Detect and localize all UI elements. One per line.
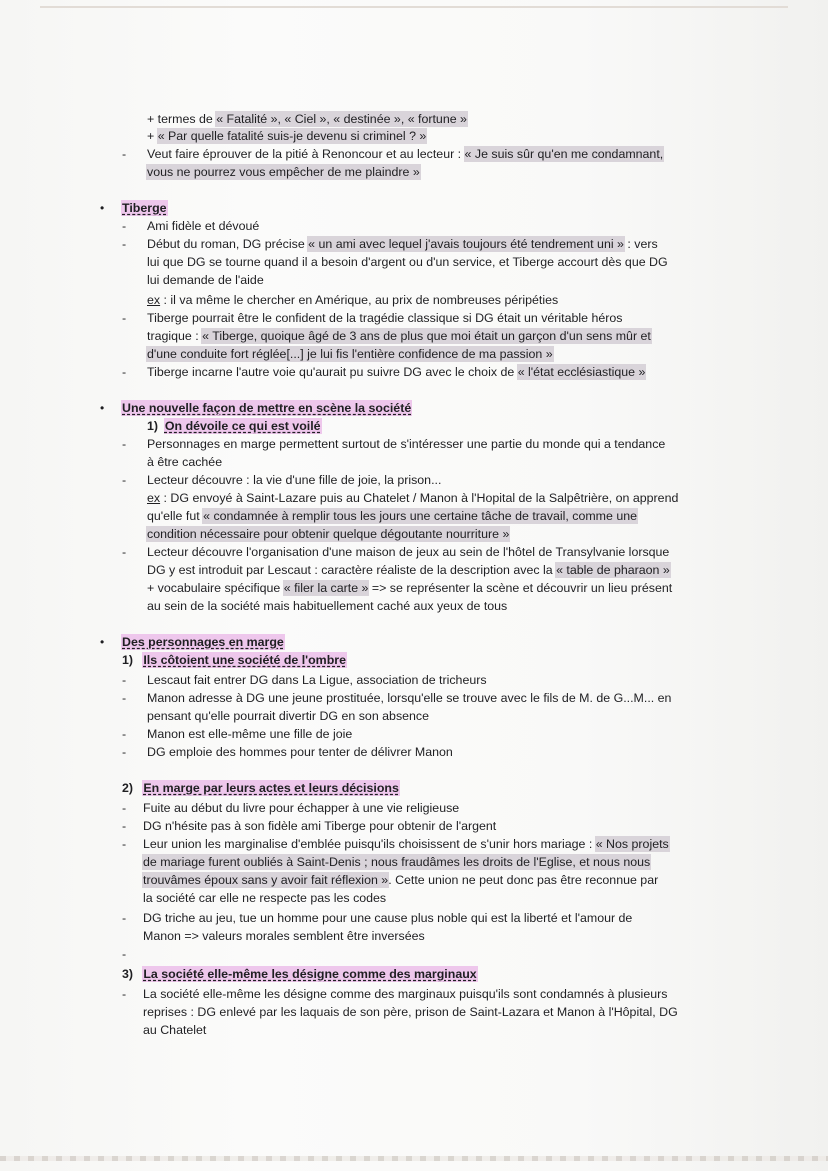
- quote-highlight: « Nos projets: [595, 837, 669, 851]
- text-line: [147, 508, 637, 525]
- quote-highlight: « Par quelle fatalité suis-je devenu si criminel ? »: [157, 129, 427, 143]
- text-line: Personnages en marge permettent surtout de s'intéresser une partie du monde qui a tendance: [147, 437, 666, 451]
- text-line: Lescaut fait entrer DG dans La Ligue, association de tricheurs: [147, 673, 487, 687]
- ex-label: ex: [147, 491, 161, 505]
- text-line: Manon est elle-même une fille de joie: [147, 727, 353, 741]
- text-line: [147, 580, 672, 597]
- quote-highlight: « Fatalité », « Ciel », « destinée », « fortune »: [216, 112, 467, 126]
- text: : il va même le chercher en Amérique, au prix de nombreuses péripéties: [160, 293, 559, 307]
- text-line: lui demande de l'aide: [147, 273, 264, 287]
- subheading: [122, 780, 399, 797]
- page-top-edge: [40, 6, 788, 8]
- ex-label: ex: [147, 293, 161, 307]
- quote-highlight: de mariage furent oubliés à Saint-Denis ; nous fraudâmes les droits de l'Eglise, et nous nous: [143, 855, 651, 869]
- text: => se représenter la scène et découvrir un lieu présent: [368, 581, 673, 595]
- text-line: au sein de la société mais habituellement caché aux yeux de tous: [147, 599, 508, 613]
- bullet-dot: •: [100, 401, 105, 415]
- text-line: [147, 128, 426, 145]
- bullet-dot: •: [100, 635, 105, 649]
- text: Leur union les marginalise d'emblée puisqu'ils choisissent de s'unir hors mariage :: [143, 837, 596, 851]
- dash-bullet: -: [122, 745, 127, 759]
- text-line: [143, 836, 669, 853]
- sub-number: 2): [122, 781, 134, 795]
- heading-text: Tiberge: [122, 201, 167, 215]
- text-line: [143, 854, 650, 871]
- subheading-text: La société elle-même les désigne comme des marginaux: [143, 967, 477, 981]
- quote-highlight: vous ne pourrez vous empêcher de me plaindre »: [147, 165, 420, 179]
- text-line: [147, 562, 670, 579]
- text-line: Tiberge pourrait être le confident de la tragédie classique si DG était un véritable héros: [147, 311, 623, 325]
- heading-text: Une nouvelle façon de mettre en scène la société: [122, 401, 412, 415]
- dash-bullet: -: [122, 147, 127, 161]
- text-line: DG n'hésite pas à son fidèle ami Tiberge pour obtenir de l'argent: [143, 819, 497, 833]
- dash-bullet: -: [122, 365, 127, 379]
- dash-bullet: -: [122, 691, 127, 705]
- quote-highlight: « filer la carte »: [283, 581, 369, 595]
- dash-bullet: -: [122, 311, 127, 325]
- subheading-text: On dévoile ce qui est voilé: [164, 419, 321, 433]
- section-heading-societe: [122, 400, 411, 417]
- dash-bullet: -: [122, 801, 127, 815]
- text-line: [147, 236, 658, 253]
- text-line: [147, 328, 651, 345]
- quote-highlight: « l'état ecclésiastique »: [517, 365, 646, 379]
- text: Début du roman, DG précise: [147, 237, 309, 251]
- quote-highlight: d'une conduite fort réglée[...] je lui fis l'entière confidence de ma passion »: [147, 347, 553, 361]
- text-line: Fuite au début du livre pour échapper à une vie religieuse: [143, 801, 460, 815]
- quote-highlight: « table de pharaon »: [556, 563, 670, 577]
- dash-bullet: -: [122, 545, 127, 559]
- section-heading-marge: [122, 634, 284, 651]
- subheading: [147, 418, 321, 435]
- dash-bullet: -: [122, 437, 127, 451]
- subheading: [122, 966, 477, 983]
- dash-bullet: -: [122, 237, 127, 251]
- text: +: [147, 129, 158, 143]
- text: : vers: [623, 237, 658, 251]
- text-line: [147, 526, 509, 543]
- text-line: reprises : DG enlevé par les laquais de son père, prison de Saint-Lazara et Manon à l'Hôpital, DG: [143, 1005, 678, 1019]
- dash-bullet: -: [122, 219, 127, 233]
- text: Veut faire éprouver de la pitié à Renoncour et au lecteur :: [147, 147, 465, 161]
- dash-bullet: -: [122, 837, 127, 851]
- quote-highlight: condition nécessaire pour obtenir quelque dégoutante nourriture »: [147, 527, 510, 541]
- bullet-dot: •: [100, 201, 105, 215]
- text-line: [147, 111, 467, 128]
- text: + termes de: [147, 112, 217, 126]
- text: . Cette union ne peut donc pas être reconnue par: [388, 873, 659, 887]
- page-bottom-edge: [0, 1156, 828, 1161]
- text-line: [143, 872, 658, 889]
- dash-bullet: -: [122, 987, 127, 1001]
- text-line: Ami fidèle et dévoué: [147, 219, 260, 233]
- text-line: DG emploie des hommes pour tenter de délivrer Manon: [147, 745, 453, 759]
- text-line: au Chatelet: [143, 1023, 207, 1037]
- quote-highlight: « Tiberge, quoique âgé de 3 ans de plus que moi était un garçon d'un sens mûr et: [202, 329, 651, 343]
- text-line: Lecteur découvre l'organisation d'une maison de jeux au sein de l'hôtel de Transylvanie lorsque: [147, 545, 670, 559]
- text: Tiberge incarne l'autre voie qu'aurait pu suivre DG avec le choix de: [147, 365, 518, 379]
- text: tragique :: [147, 329, 203, 343]
- dash-bullet: -: [122, 673, 127, 687]
- text-line: [147, 292, 558, 309]
- text-line: Manon => valeurs morales semblent être inversées: [143, 929, 425, 943]
- section-heading-tiberge: [122, 200, 167, 217]
- text-line: La société elle-même les désigne comme des marginaux puisqu'ils sont condamnés à plusieurs: [143, 987, 668, 1001]
- dash-bullet: -: [122, 473, 127, 487]
- text-line: [147, 146, 663, 163]
- subheading: [122, 652, 346, 669]
- text-line: [147, 490, 678, 507]
- text-line: [147, 164, 420, 181]
- quote-highlight: « condamnée à remplir tous les jours une certaine tâche de travail, comme une: [203, 509, 638, 523]
- quote-highlight: trouvâmes époux sans y avoir fait réflexion »: [143, 873, 389, 887]
- sub-number: 3): [122, 967, 134, 981]
- dash-bullet: -: [122, 819, 127, 833]
- text: : DG envoyé à Saint-Lazare puis au Chatelet / Manon à l'Hopital de la Salpêtrière, on apprend: [160, 491, 679, 505]
- quote-highlight: « un ami avec lequel j'avais toujours été tendrement uni »: [308, 237, 624, 251]
- text-line: DG triche au jeu, tue un homme pour une cause plus noble qui est la liberté et l'amour de: [143, 911, 633, 925]
- dash-bullet: -: [122, 727, 127, 741]
- text-line: lui que DG se tourne quand il a besoin d'argent ou d'un service, et Tiberge accourt dès que DG: [147, 255, 668, 269]
- heading-text: Des personnages en marge: [122, 635, 284, 649]
- text-line: la société car elle ne respecte pas les codes: [143, 891, 387, 905]
- text-line: pensant qu'elle pourrait divertir DG en son absence: [147, 709, 430, 723]
- text-line: Manon adresse à DG une jeune prostituée, lorsqu'elle se trouve avec le fils de M. de G...M... en: [147, 691, 672, 705]
- text: + vocabulaire spécifique: [147, 581, 284, 595]
- text-line: à être cachée: [147, 455, 223, 469]
- subheading-text: Ils côtoient une société de l'ombre: [143, 653, 346, 667]
- quote-highlight: « Je suis sûr qu'en me condamnant,: [464, 147, 664, 161]
- text-line: [147, 346, 553, 363]
- dash-bullet: -: [122, 911, 127, 925]
- sub-number: 1): [147, 419, 159, 433]
- text: DG y est introduit par Lescaut : caractère réaliste de la description avec la: [147, 563, 557, 577]
- text-line: [147, 364, 645, 381]
- subheading-text: En marge par leurs actes et leurs décisions: [143, 781, 399, 795]
- sub-number: 1): [122, 653, 134, 667]
- text: qu'elle fut: [147, 509, 204, 523]
- dash-bullet: -: [122, 947, 127, 961]
- text-line: Lecteur découvre : la vie d'une fille de joie, la prison...: [147, 473, 442, 487]
